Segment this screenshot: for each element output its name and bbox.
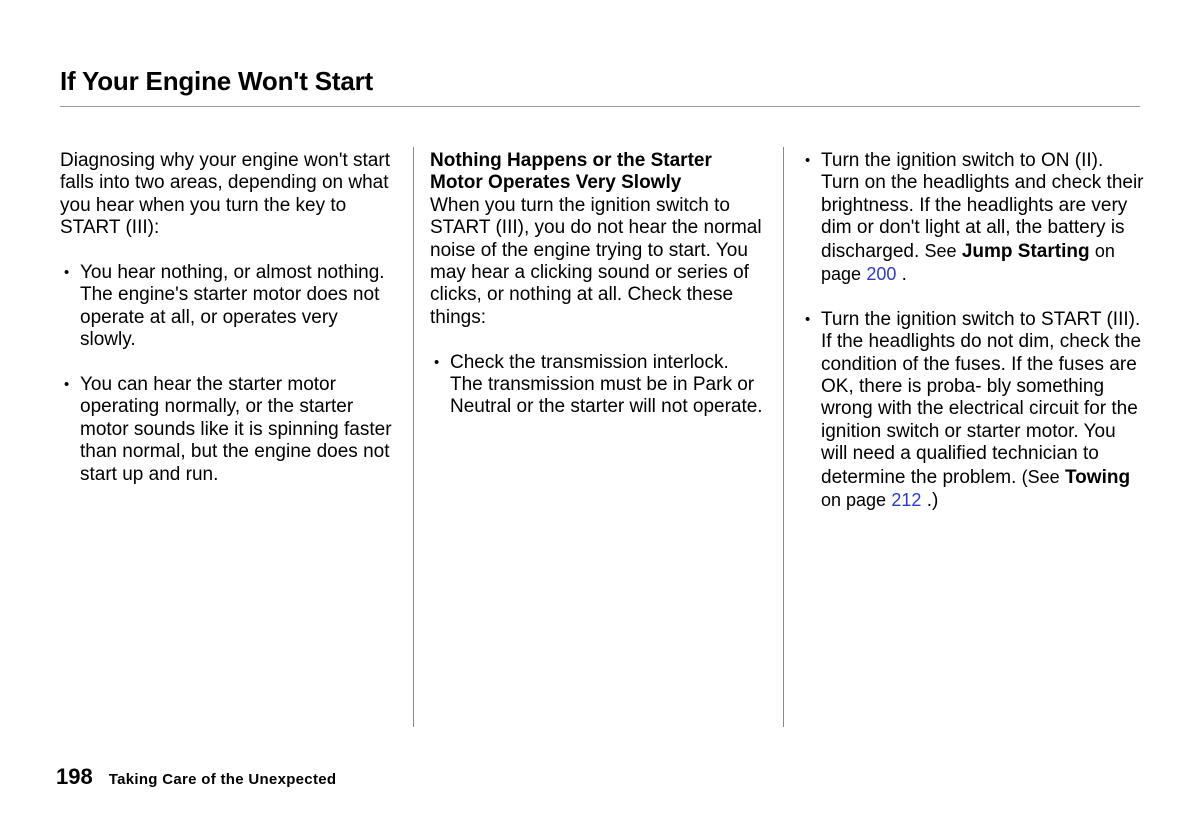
list-item-text: Turn the ignition switch to ON (II). Turn on the headlights and check their brightness. If the headlights are very dim or don't light at all, the battery is discharged. [821, 150, 1144, 262]
list-item-text: Check the transmission interlock. The transmission must be in Park or Neutral or the starter will not operate. [450, 351, 763, 418]
list-item [60, 262, 396, 352]
list-item-text: Turn the ignition switch to START (III). If the headlights do not dim, check the condition of the fuses. If the fuses are OK, there is proba- bly something wrong with the electrical circuit for the ignition switch or starter motor. You will need a qualified technician to determine the problem. [821, 308, 1142, 488]
list-item [60, 374, 396, 486]
page-link-212[interactable]: 212 [891, 490, 922, 511]
page-title: If Your Engine Won't Start [60, 66, 373, 96]
section-heading: Nothing Happens or the Starter Motor Operates Very Slowly [430, 150, 712, 194]
xref-jump-starting: Jump Starting [961, 240, 1090, 262]
intro-paragraph: Diagnosing why your engine won't start falls into two areas, depending on what you hear when you turn the key to START (III): [60, 150, 390, 239]
list-item-text: You hear nothing, or almost nothing. The engine's starter motor does not operate at all, or operates very slowly. [80, 262, 385, 351]
column-divider-1 [413, 147, 414, 727]
list-item [805, 150, 1145, 286]
column-1 [60, 150, 396, 486]
page-number: 198 [56, 764, 93, 789]
xref-towing: Towing [1064, 466, 1131, 488]
section-body: When you turn the ignition switch to START (III), you do not hear the normal noise of the engine trying to start. You may hear a clicking sound or series of clicks, or nothing at all. Check these things: [430, 194, 762, 328]
column-3 [805, 150, 1145, 512]
bullet-icon: • [434, 353, 440, 371]
section-name: Taking Care of the Unexpected [108, 771, 337, 788]
bullet-icon: • [64, 376, 70, 394]
column-divider-2 [783, 147, 784, 727]
title-rule [60, 106, 1140, 107]
list-item-text: You can hear the starter motor operating normally, or the starter motor sounds like it is spinning faster than normal, but the engine does not start up and run. [80, 374, 392, 485]
on-page-text: on page [821, 490, 887, 511]
column-2 [430, 150, 766, 419]
page-footer [56, 764, 336, 790]
page-link-200[interactable]: 200 [866, 264, 897, 285]
bullet-icon: • [805, 152, 811, 169]
bullet-icon: • [805, 310, 811, 328]
see-text: See [924, 240, 957, 261]
see-text: (See [1021, 466, 1060, 487]
punctuation: . [901, 264, 907, 286]
bullet-icon: • [64, 264, 70, 282]
punctuation: .) [926, 490, 939, 512]
list-item [430, 352, 766, 419]
on-page-text: on page [821, 240, 1115, 285]
list-item [805, 309, 1145, 513]
